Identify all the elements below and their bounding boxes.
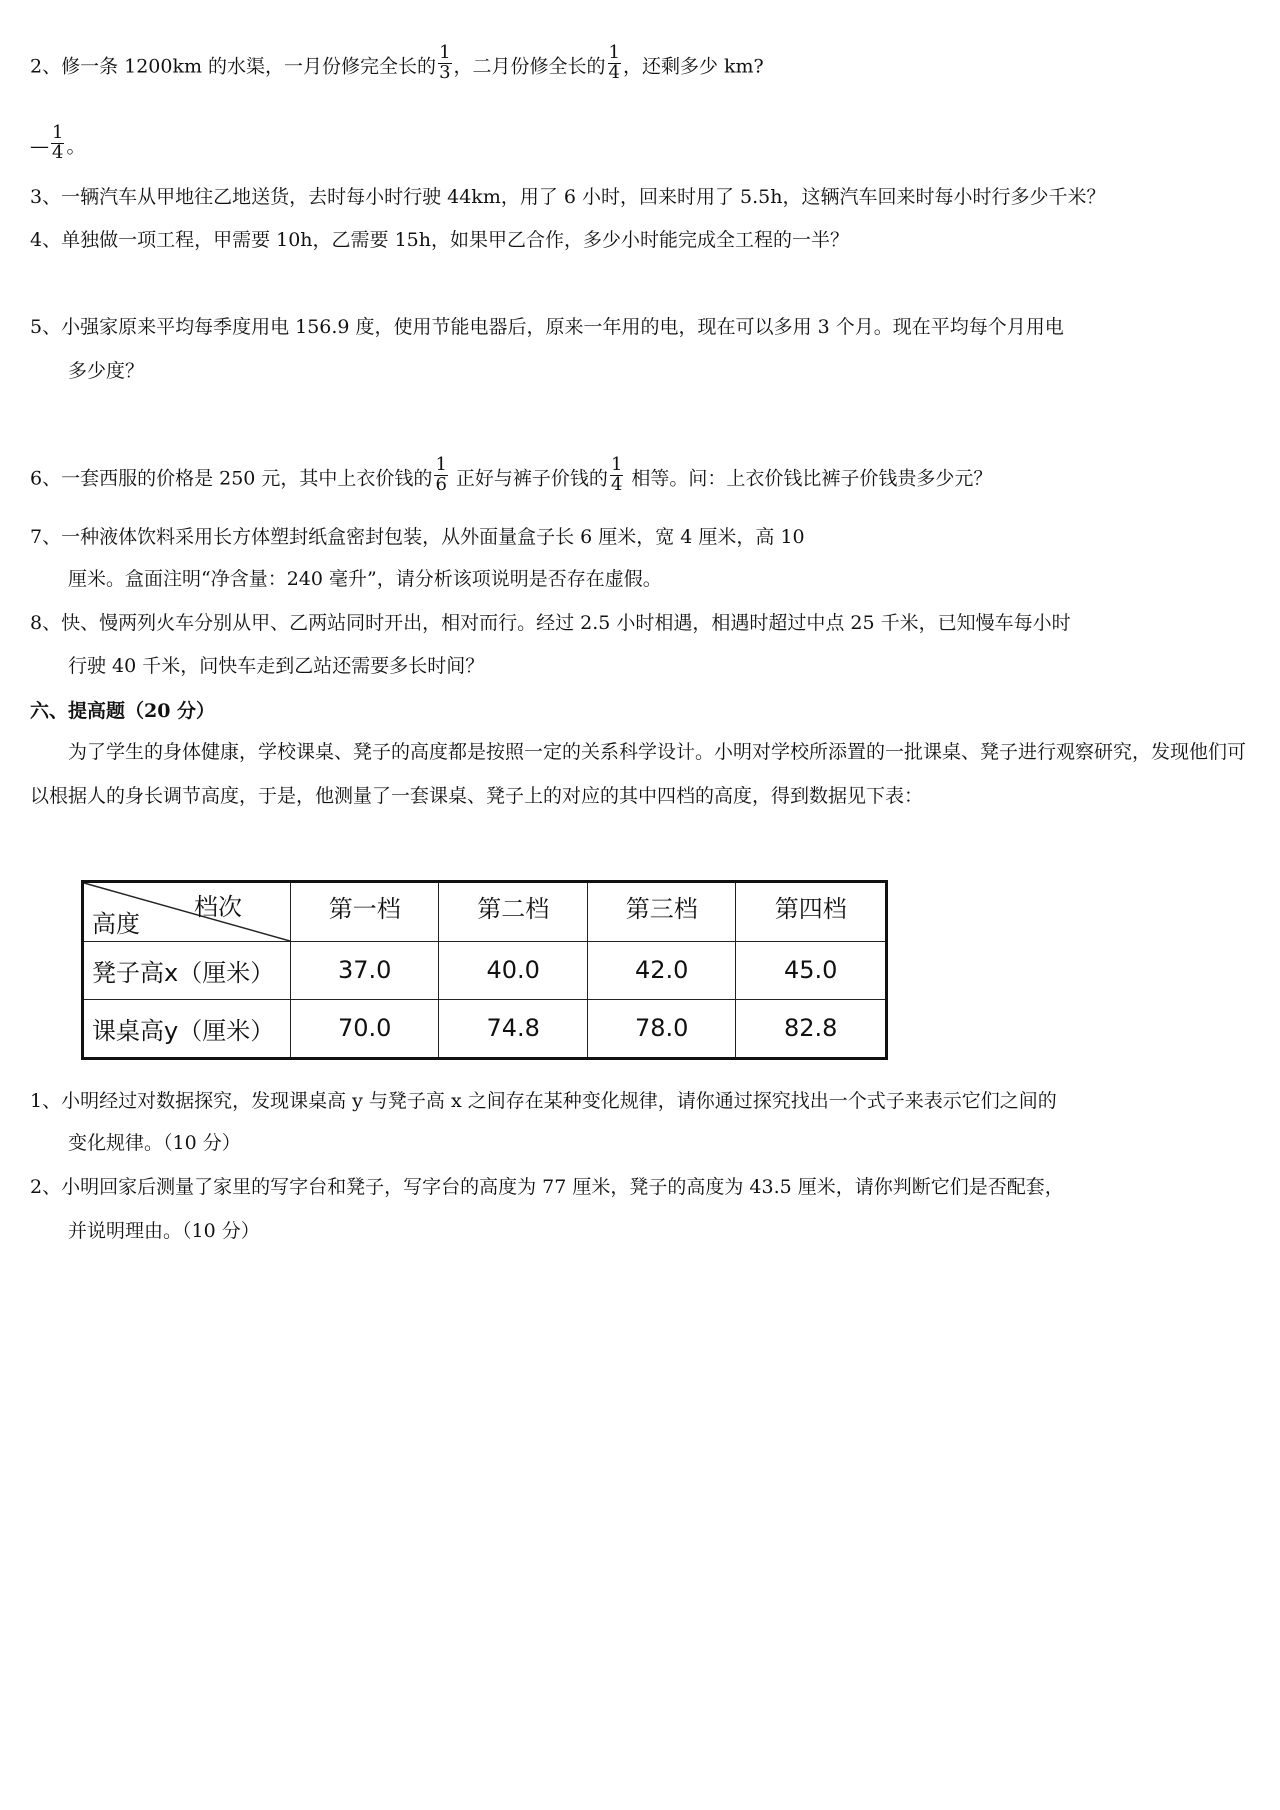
row-label: 课桌高y（厘米） bbox=[83, 999, 291, 1058]
section-6-intro: 为了学生的身体健康，学校课桌、凳子的高度都是按照一定的关系科学设计。小明对学校所添置的一批课桌、凳子进行观察研究，发现他们可以根据人的身长调节高度，于是，他测量了一套课桌、凳子上的对应的其中四档的高度，得到数据见下表： bbox=[30, 741, 1247, 807]
height-data-table bbox=[81, 880, 888, 1060]
column-header: 第三档 bbox=[587, 882, 735, 942]
fraction-one-third: $\frac{1}{3}$ bbox=[439, 42, 451, 83]
table-cell: 74.8 bbox=[439, 999, 587, 1058]
fraction-fragment: — $\frac{1}{4}$ 。 bbox=[30, 122, 86, 163]
problem-2-text-c: ，还剩多少 km? bbox=[622, 55, 764, 78]
table-cell: 78.0 bbox=[587, 999, 735, 1058]
table-cell: 42.0 bbox=[587, 942, 735, 1000]
problem-4: 4、单独做一项工程，甲需要 10h，乙需要 15h，如果甲乙合作，多少小时能完成全工程的一半？ bbox=[30, 229, 849, 251]
fraction-fragment-value: $\frac{1}{4}$ bbox=[52, 122, 64, 163]
table-row bbox=[83, 999, 887, 1058]
table-cell: 37.0 bbox=[291, 942, 439, 1000]
problem-8-line-2: 行驶 40 千米，问快车走到乙站还需要多长时间？ bbox=[68, 655, 485, 677]
column-header: 第一档 bbox=[291, 882, 439, 942]
table-cell: 40.0 bbox=[439, 942, 587, 1000]
problem-2 bbox=[30, 42, 764, 87]
fraction-one-fourth: $\frac{1}{4}$ bbox=[608, 42, 620, 83]
table-cell: 82.8 bbox=[736, 999, 887, 1058]
problem-5-line-1: 5、小强家原来平均每季度用电 156.9 度，使用节能电器后，原来一年用的电，现在可以多用 3 个月。现在平均每个月用电 bbox=[30, 316, 1064, 338]
corner-label-bottom: 高度 bbox=[92, 910, 140, 938]
problem-3: 3、一辆汽车从甲地往乙地送货，去时每小时行驶 44km，用了 6 小时，回来时用了 5.5h，这辆汽车回来时每小时行多少千米？ bbox=[30, 186, 1106, 208]
problem-5-line-2: 多少度？ bbox=[68, 360, 145, 382]
table-row bbox=[83, 942, 887, 1000]
row-label: 凳子高x（厘米） bbox=[83, 942, 291, 1000]
problem-7-line-2: 厘米。盒面注明“净含量：240 毫升”，请分析该项说明是否存在虚假。 bbox=[68, 568, 662, 590]
problem-8-line-1: 8、快、慢两列火车分别从甲、乙两站同时开出，相对而行。经过 2.5 小时相遇，相遇时超过中点 25 千米，已知慢车每小时 bbox=[30, 612, 1071, 634]
question-1-line-1: 1、小明经过对数据探究，发现课桌高 y 与凳子高 x 之间存在某种变化规律，请你通过探究找出一个式子来表示它们之间的 bbox=[30, 1090, 1057, 1112]
problem-2-text-b: ，二月份修全长的 bbox=[453, 55, 606, 78]
question-2-line-2: 并说明理由。（10 分） bbox=[68, 1220, 260, 1242]
table-header-row bbox=[83, 882, 887, 942]
problem-7-line-1: 7、一种液体饮料采用长方体塑封纸盒密封包装，从外面量盒子长 6 厘米，宽 4 厘米，高 10 bbox=[30, 526, 805, 548]
problem-6: 6、一套西服的价格是 250 元，其中上衣价钱的 $\frac{1}{6}$ 正好与裤子价钱的 $\frac{1}{4}$ 相等。问：上衣价钱比裤子价钱贵多少元？ bbox=[30, 454, 993, 495]
table-corner-cell bbox=[83, 882, 291, 942]
corner-label-top: 档次 bbox=[194, 893, 242, 921]
problem-2-text-a: 2、修一条 1200km 的水渠，一月份修完全长的 bbox=[30, 55, 437, 78]
table-cell: 45.0 bbox=[736, 942, 887, 1000]
fraction-one-sixth: $\frac{1}{6}$ bbox=[435, 454, 447, 495]
column-header: 第四档 bbox=[736, 882, 887, 942]
column-header: 第二档 bbox=[439, 882, 587, 942]
question-1-line-2: 变化规律。（10 分） bbox=[68, 1132, 241, 1154]
fraction-one-fourth-b: $\frac{1}{4}$ bbox=[610, 454, 623, 495]
table-cell: 70.0 bbox=[291, 999, 439, 1058]
section-6-title: 六、提高题（20 分） bbox=[30, 700, 216, 722]
question-2-line-1: 2、小明回家后测量了家里的写字台和凳子，写字台的高度为 77 厘米，凳子的高度为 43.5 厘米，请你判断它们是否配套， bbox=[30, 1176, 1064, 1198]
